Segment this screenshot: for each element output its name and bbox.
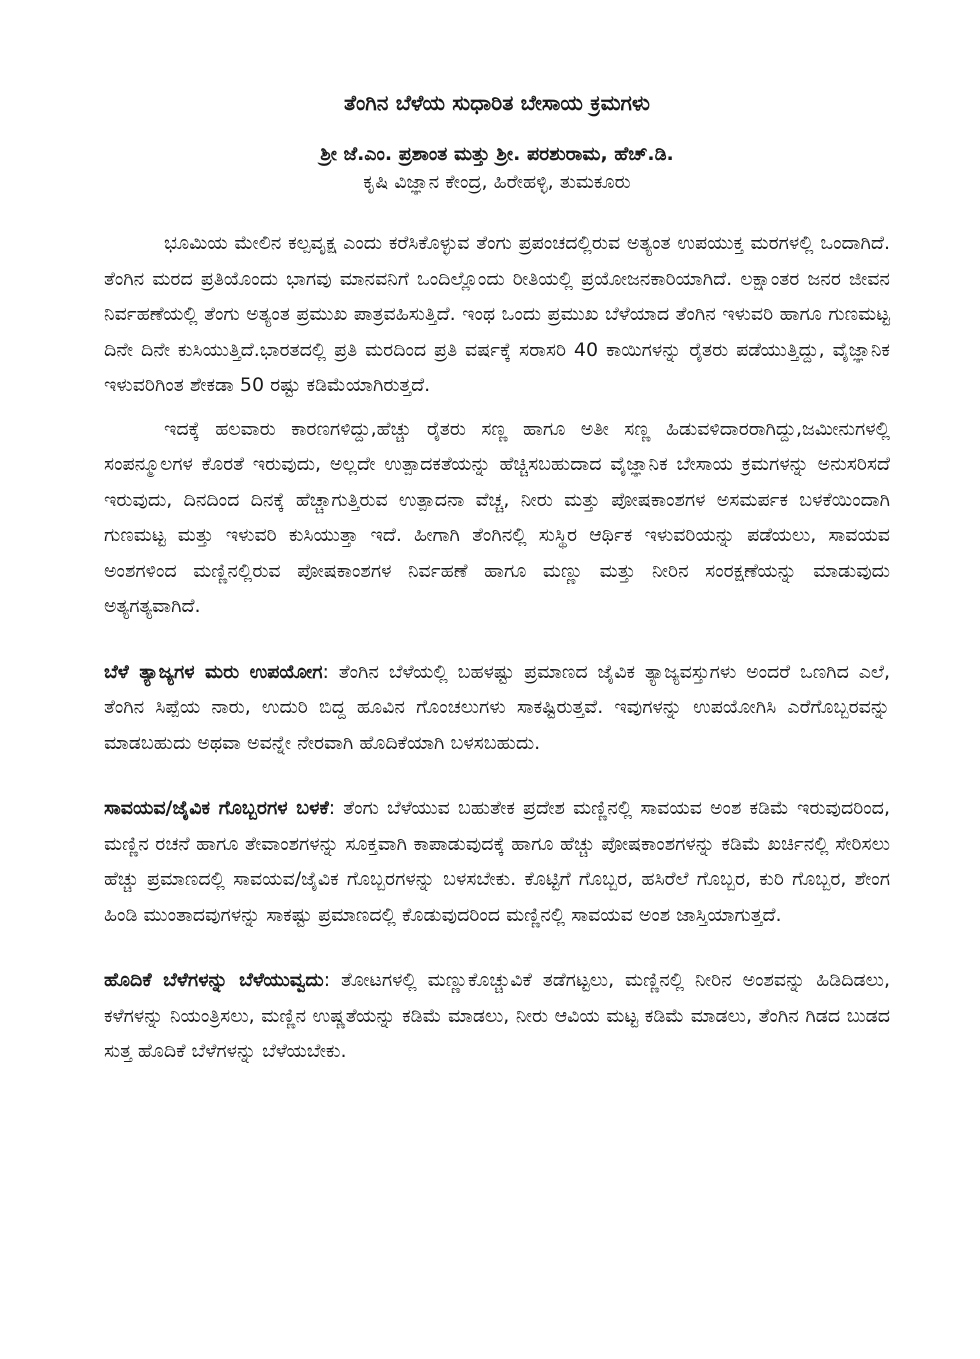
paragraph-crop-waste-reuse xyxy=(104,655,890,762)
section-heading: ಹೊದಿಕೆ ಬೆಳೆಗಳನ್ನು ಬೆಳೆಯುವ್ವದು xyxy=(104,969,324,991)
paragraph-text: ಭೂಮಿಯ ಮೇಲಿನ ಕಲ್ಪವೃಕ್ಷ ಎಂದು ಕರೆಸಿಕೊಳ್ಳುವ ತೆಂಗು ಪ್ರಪಂಚದಲ್ಲಿರುವ ಅತ್ಯಂತ ಉಪಯುಕ್ತ ಮರಗಳಲ್ಲಿ ಒಂದಾಗಿದೆ. ತೆಂಗಿನ ಮರದ ಪ್ರತಿಯೊಂದು ಭಾಗವು ಮಾನವನಿಗೆ ಒಂದಿಲ್ಲೊಂದು ರೀತಿಯಲ್ಲಿ ಪ್ರಯೋಜನಕಾರಿಯಾಗಿದೆ. ಲಕ್ಷಾಂತರ ಜನರ ಜೀವನ ನಿರ್ವಹಣೆಯಲ್ಲಿ ತೆಂಗು ಅತ್ಯಂತ ಪ್ರಮುಖ ಪಾತ್ರವಹಿಸುತ್ತಿದೆ. ಇಂಥ ಒಂದು ಪ್ರಮುಖ ಬೆಳೆಯಾದ ತೆಂಗಿನ ಇಳುವರಿ ಹಾಗೂ ಗುಣಮಟ್ಟ ದಿನೇ ದಿನೇ ಕುಸಿಯುತ್ತಿದೆ.ಭಾರತದಲ್ಲಿ ಪ್ರತಿ ಮರದಿಂದ ಪ್ರತಿ ವರ್ಷಕ್ಕೆ ಸರಾಸರಿ 40 ಕಾಯಿಗಳನ್ನು ರೈತರು ಪಡೆಯುತ್ತಿದ್ದು, ವೈಜ್ಞಾನಿಕ ಇಳುವರಿಗಿಂತ ಶೇಕಡಾ 50 ರಷ್ಟು ಕಡಿಮೆಯಾಗಿರುತ್ತದೆ. xyxy=(104,232,890,396)
affiliation-line: ಕೃಷಿ ವಿಜ್ಞಾನ ಕೇಂದ್ರ, ಹಿರೇಹಳ್ಳಿ, ತುಮಕೂರು xyxy=(363,171,631,193)
author-line: ಶ್ರೀ ಜೆ.ಎಂ. ಪ್ರಶಾಂತ ಮತ್ತು ಶ್ರೀ. ಪರಶುರಾಮ, ಹೆಚ್.ಡಿ. xyxy=(320,143,674,165)
paragraph-text: : ತೆಂಗು ಬೆಳೆಯುವ ಬಹುತೇಕ ಪ್ರದೇಶ ಮಣ್ಣಿನಲ್ಲಿ ಸಾವಯವ ಅಂಶ ಕಡಿಮೆ ಇರುವುದರಿಂದ, ಮಣ್ಣಿನ ರಚನೆ ಹಾಗೂ ತೇವಾಂಶಗಳನ್ನು ಸೂಕ್ತವಾಗಿ ಕಾಪಾಡುವುದಕ್ಕೆ ಹಾಗೂ ಹೆಚ್ಚು ಪೋಷಕಾಂಶಗಳನ್ನು ಕಡಿಮೆ ಖರ್ಚಿನಲ್ಲಿ ಸೇರಿಸಲು ಹೆಚ್ಚು ಪ್ರಮಾಣದಲ್ಲಿ ಸಾವಯವ/ಜೈವಿಕ ಗೊಬ್ಬರಗಳನ್ನು ಬಳಸಬೇಕು. ಕೊಟ್ಟಿಗೆ ಗೊಬ್ಬರ, ಹಸಿರೆಲೆ ಗೊಬ್ಬರ, ಕುರಿ ಗೊಬ್ಬರ, ಶೇಂಗ ಹಿಂಡಿ ಮುಂತಾದವುಗಳನ್ನು ಸಾಕಷ್ಟು ಪ್ರಮಾಣದಲ್ಲಿ ಕೊಡುವುದರಿಂದ ಮಣ್ಣಿನಲ್ಲಿ ಸಾವಯವ ಅಂಶ ಜಾಸ್ತಿಯಾಗುತ್ತದೆ. xyxy=(104,797,890,926)
section-heading: ಸಾವಯವ/ಜೈವಿಕ ಗೊಬ್ಬರಗಳ ಬಳಕೆ xyxy=(104,797,329,819)
paragraph-text: : ತೋಟಗಳಲ್ಲಿ ಮಣ್ಣುಕೊಚ್ಚುವಿಕೆ ತಡೆಗಟ್ಟಲು, ಮಣ್ಣಿನಲ್ಲಿ ನೀರಿನ ಅಂಶವನ್ನು ಹಿಡಿದಿಡಲು, ಕಳೆಗಳನ್ನು ನಿಯಂತ್ರಿಸಲು, ಮಣ್ಣಿನ ಉಷ್ಣತೆಯನ್ನು ಕಡಿಮೆ ಮಾಡಲು, ನೀರು ಆವಿಯ ಮಟ್ಟ ಕಡಿಮೆ ಮಾಡಲು, ತೆಂಗಿನ ಗಿಡದ ಬುಡದ ಸುತ್ತ ಹೊದಿಕೆ ಬೆಳೆಗಳನ್ನು ಬೆಳೆಯಬೇಕು. xyxy=(104,969,890,1062)
paragraph-text: : ತೆಂಗಿನ ಬೆಳೆಯಲ್ಲಿ ಬಹಳಷ್ಟು ಪ್ರಮಾಣದ ಜೈವಿಕ ತ್ಯಾಜ್ಯವಸ್ತುಗಳು ಅಂದರೆ ಒಣಗಿದ ಎಲೆ, ತೆಂಗಿನ ಸಿಪ್ಪೆಯ ನಾರು, ಉದುರಿ ಬಿದ್ದ ಹೂವಿನ ಗೊಂಚಲುಗಳು ಸಾಕಷ್ಟಿರುತ್ತವೆ. ಇವುಗಳನ್ನು ಉಪಯೋಗಿಸಿ ಎರೆಗೊಬ್ಬರವನ್ನು ಮಾಡಬಹುದು ಅಥವಾ ಅವನ್ನೇ ನೇರವಾಗಿ ಹೊದಿಕೆಯಾಗಿ ಬಳಸಬಹುದು. xyxy=(104,660,891,754)
section-heading: ಬೆಳೆ ತ್ಯಾಜ್ಯಗಳ ಮರು ಉಪಯೋಗ xyxy=(104,660,323,683)
paragraph-cover-crops xyxy=(104,963,890,1070)
document-title: ತೆಂಗಿನ ಬೆಳೆಯ ಸುಧಾರಿತ ಬೇಸಾಯ ಕ್ರಮಗಳು xyxy=(344,91,650,115)
paragraph-organic-manure xyxy=(104,791,890,933)
document-page xyxy=(104,86,890,1070)
paragraph-reasons xyxy=(104,412,890,625)
paragraph-text: ಇದಕ್ಕೆ ಹಲವಾರು ಕಾರಣಗಳಿದ್ದು,ಹೆಚ್ಚು ರೈತರು ಸಣ್ಣ ಹಾಗೂ ಅತೀ ಸಣ್ಣ ಹಿಡುವಳಿದಾರರಾಗಿದ್ದು,ಜಮೀನುಗಳಲ್ಲಿ ಸಂಪನ್ಮೂಲಗಳ ಕೊರತೆ ಇರುವುದು, ಅಲ್ಲದೇ ಉತ್ಪಾದಕತೆಯನ್ನು ಹೆಚ್ಚಿಸಬಹುದಾದ ವೈಜ್ಞಾನಿಕ ಬೇಸಾಯ ಕ್ರಮಗಳನ್ನು ಅನುಸರಿಸದೆ ಇರುವುದು, ದಿನದಿಂದ ದಿನಕ್ಕೆ ಹೆಚ್ಚಾಗುತ್ತಿರುವ ಉತ್ಪಾದನಾ ವೆಚ್ಚ, ನೀರು ಮತ್ತು ಪೋಷಕಾಂಶಗಳ ಅಸಮರ್ಪಕ ಬಳಕೆಯಿಂದಾಗಿ ಗುಣಮಟ್ಟ ಮತ್ತು ಇಳುವರಿ ಕುಸಿಯುತ್ತಾ ಇದೆ. ಹೀಗಾಗಿ ತೆಂಗಿನಲ್ಲಿ ಸುಸ್ಥಿರ ಆರ್ಥಿಕ ಇಳುವರಿಯನ್ನು ಪಡೆಯಲು, ಸಾವಯವ ಅಂಶಗಳಿಂದ ಮಣ್ಣಿನಲ್ಲಿರುವ ಪೋಷಕಾಂಶಗಳ ನಿರ್ವಹಣೆ ಹಾಗೂ ಮಣ್ಣು ಮತ್ತು ನೀರಿನ ಸಂರಕ್ಷಣೆಯನ್ನು ಮಾಡುವುದು ಅತ್ಯಗತ್ಯವಾಗಿದೆ. xyxy=(104,417,890,617)
paragraph-intro xyxy=(104,226,890,404)
